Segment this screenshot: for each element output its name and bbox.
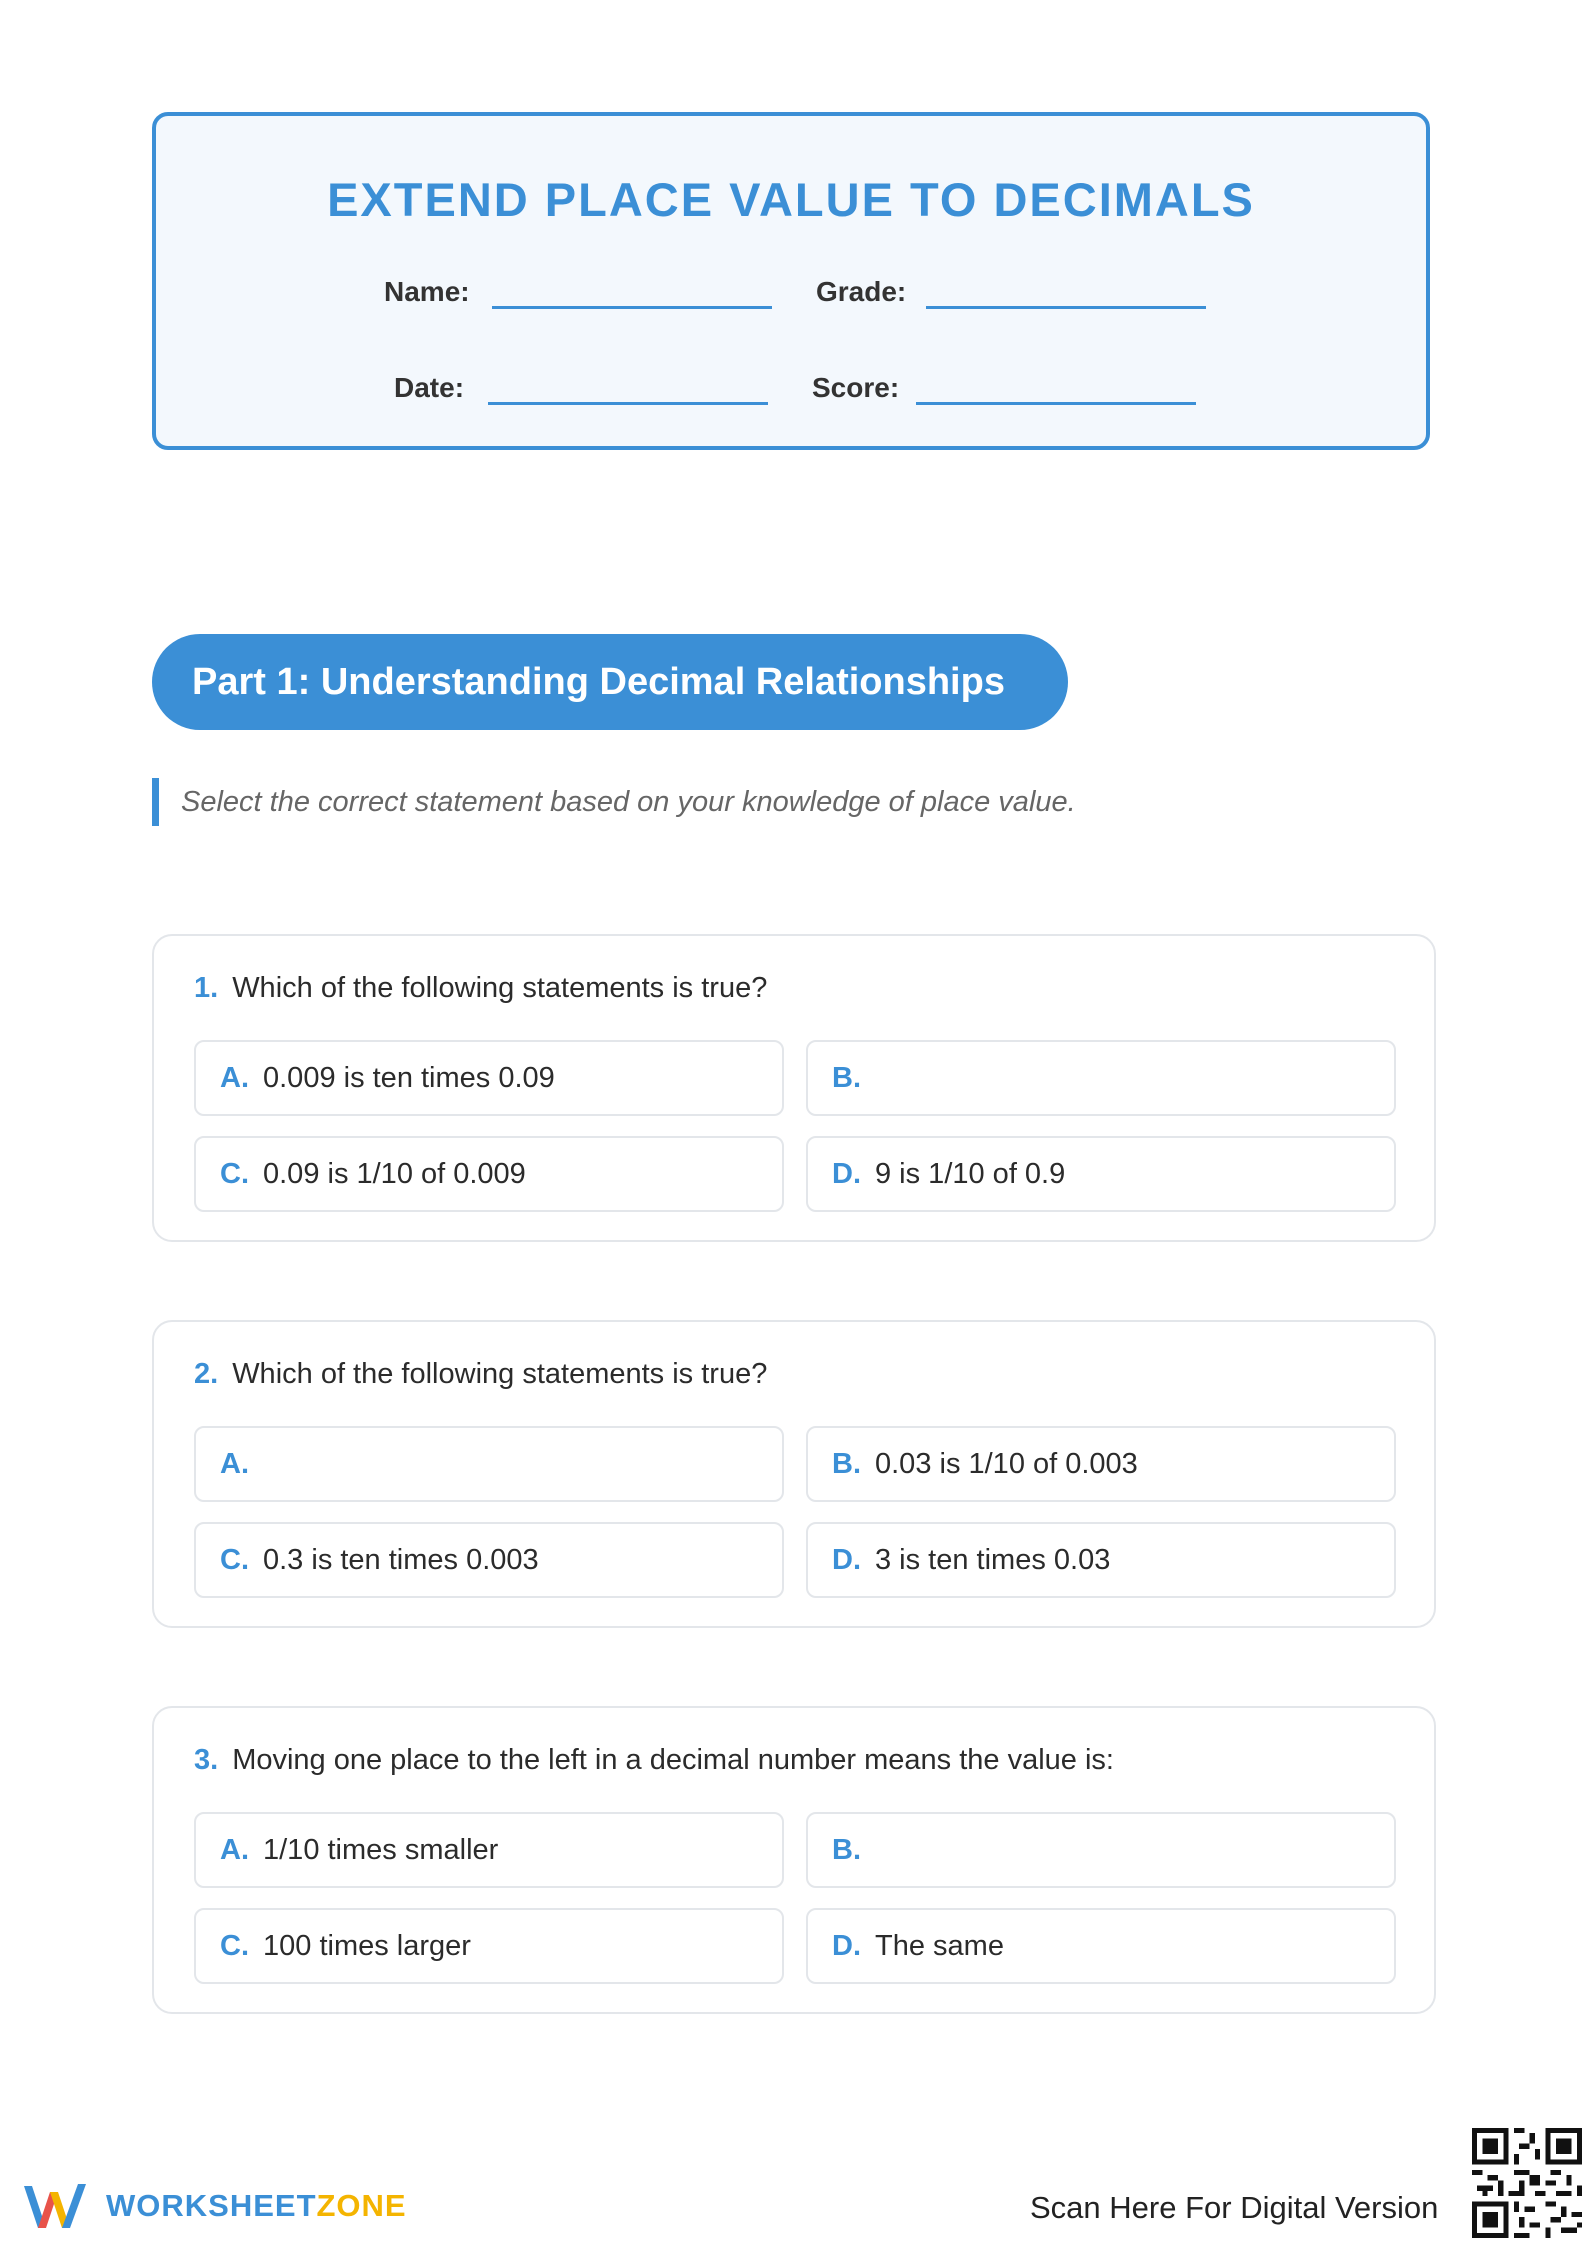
option-letter: C. [220,1544,249,1576]
option-a[interactable] [194,1040,784,1116]
question-number: 2. [194,1358,219,1390]
option-b[interactable] [806,1040,1396,1116]
option-letter: B. [832,1834,861,1866]
question-label: Moving one place to the left in a decimal number means the value is: [232,1744,1114,1776]
date-label: Date: [394,372,465,403]
score-label: Score: [812,372,900,403]
option-a[interactable] [194,1426,784,1502]
option-letter: A. [220,1834,249,1866]
logo-text [106,2188,407,2224]
grade-label: Grade: [816,276,907,307]
question-label: Which of the following statements is true? [232,972,768,1004]
question-text [194,1358,767,1391]
option-letter: D. [832,1930,861,1962]
option-letter: B. [832,1062,861,1094]
qr-code-icon[interactable] [1472,2128,1582,2238]
option-b[interactable] [806,1426,1396,1502]
option-letter: D. [832,1158,861,1190]
option-text: 0.09 is 1/10 of 0.009 [263,1158,526,1190]
option-text: 100 times larger [263,1930,471,1962]
option-text: 0.03 is 1/10 of 0.003 [875,1448,1138,1480]
option-text: The same [875,1930,1004,1962]
logo-text-worksheet: WORKSHEET [106,2188,317,2223]
option-text: 0.3 is ten times 0.003 [263,1544,539,1576]
logo-text-zone: ZONE [316,2188,407,2223]
scan-text: Scan Here For Digital Version [1030,2190,1439,2225]
option-d[interactable] [806,1908,1396,1984]
question-card-1 [152,934,1436,1242]
option-letter: A. [220,1448,249,1480]
part-title: Part 1: Understanding Decimal Relationships [152,634,1068,730]
question-card-2 [152,1320,1436,1628]
option-letter: B. [832,1448,861,1480]
option-text: 3 is ten times 0.03 [875,1544,1111,1576]
option-c[interactable] [194,1908,784,1984]
option-text: 9 is 1/10 of 0.9 [875,1158,1066,1190]
question-text [194,972,767,1005]
date-input-line[interactable] [488,402,768,405]
instruction-text: Select the correct statement based on your knowledge of place value. [152,778,1076,826]
page-title: EXTEND PLACE VALUE TO DECIMALS [327,173,1255,226]
option-letter: A. [220,1062,249,1094]
grade-input-line[interactable] [926,306,1206,309]
option-a[interactable] [194,1812,784,1888]
option-d[interactable] [806,1136,1396,1212]
score-input-line[interactable] [916,402,1196,405]
option-text: 0.009 is ten times 0.09 [263,1062,555,1094]
option-letter: C. [220,1158,249,1190]
question-card-3 [152,1706,1436,2014]
option-letter: C. [220,1930,249,1962]
name-label: Name: [384,276,470,307]
question-number: 1. [194,972,219,1004]
question-label: Which of the following statements is true? [232,1358,768,1390]
option-text: 1/10 times smaller [263,1834,499,1866]
option-c[interactable] [194,1522,784,1598]
option-letter: D. [832,1544,861,1576]
option-b[interactable] [806,1812,1396,1888]
worksheetzone-logo-icon [20,2178,92,2234]
option-d[interactable] [806,1522,1396,1598]
question-text [194,1744,1114,1777]
footer-logo [20,2180,407,2232]
option-c[interactable] [194,1136,784,1212]
question-number: 3. [194,1744,219,1776]
name-input-line[interactable] [492,306,772,309]
header-box [152,112,1430,450]
